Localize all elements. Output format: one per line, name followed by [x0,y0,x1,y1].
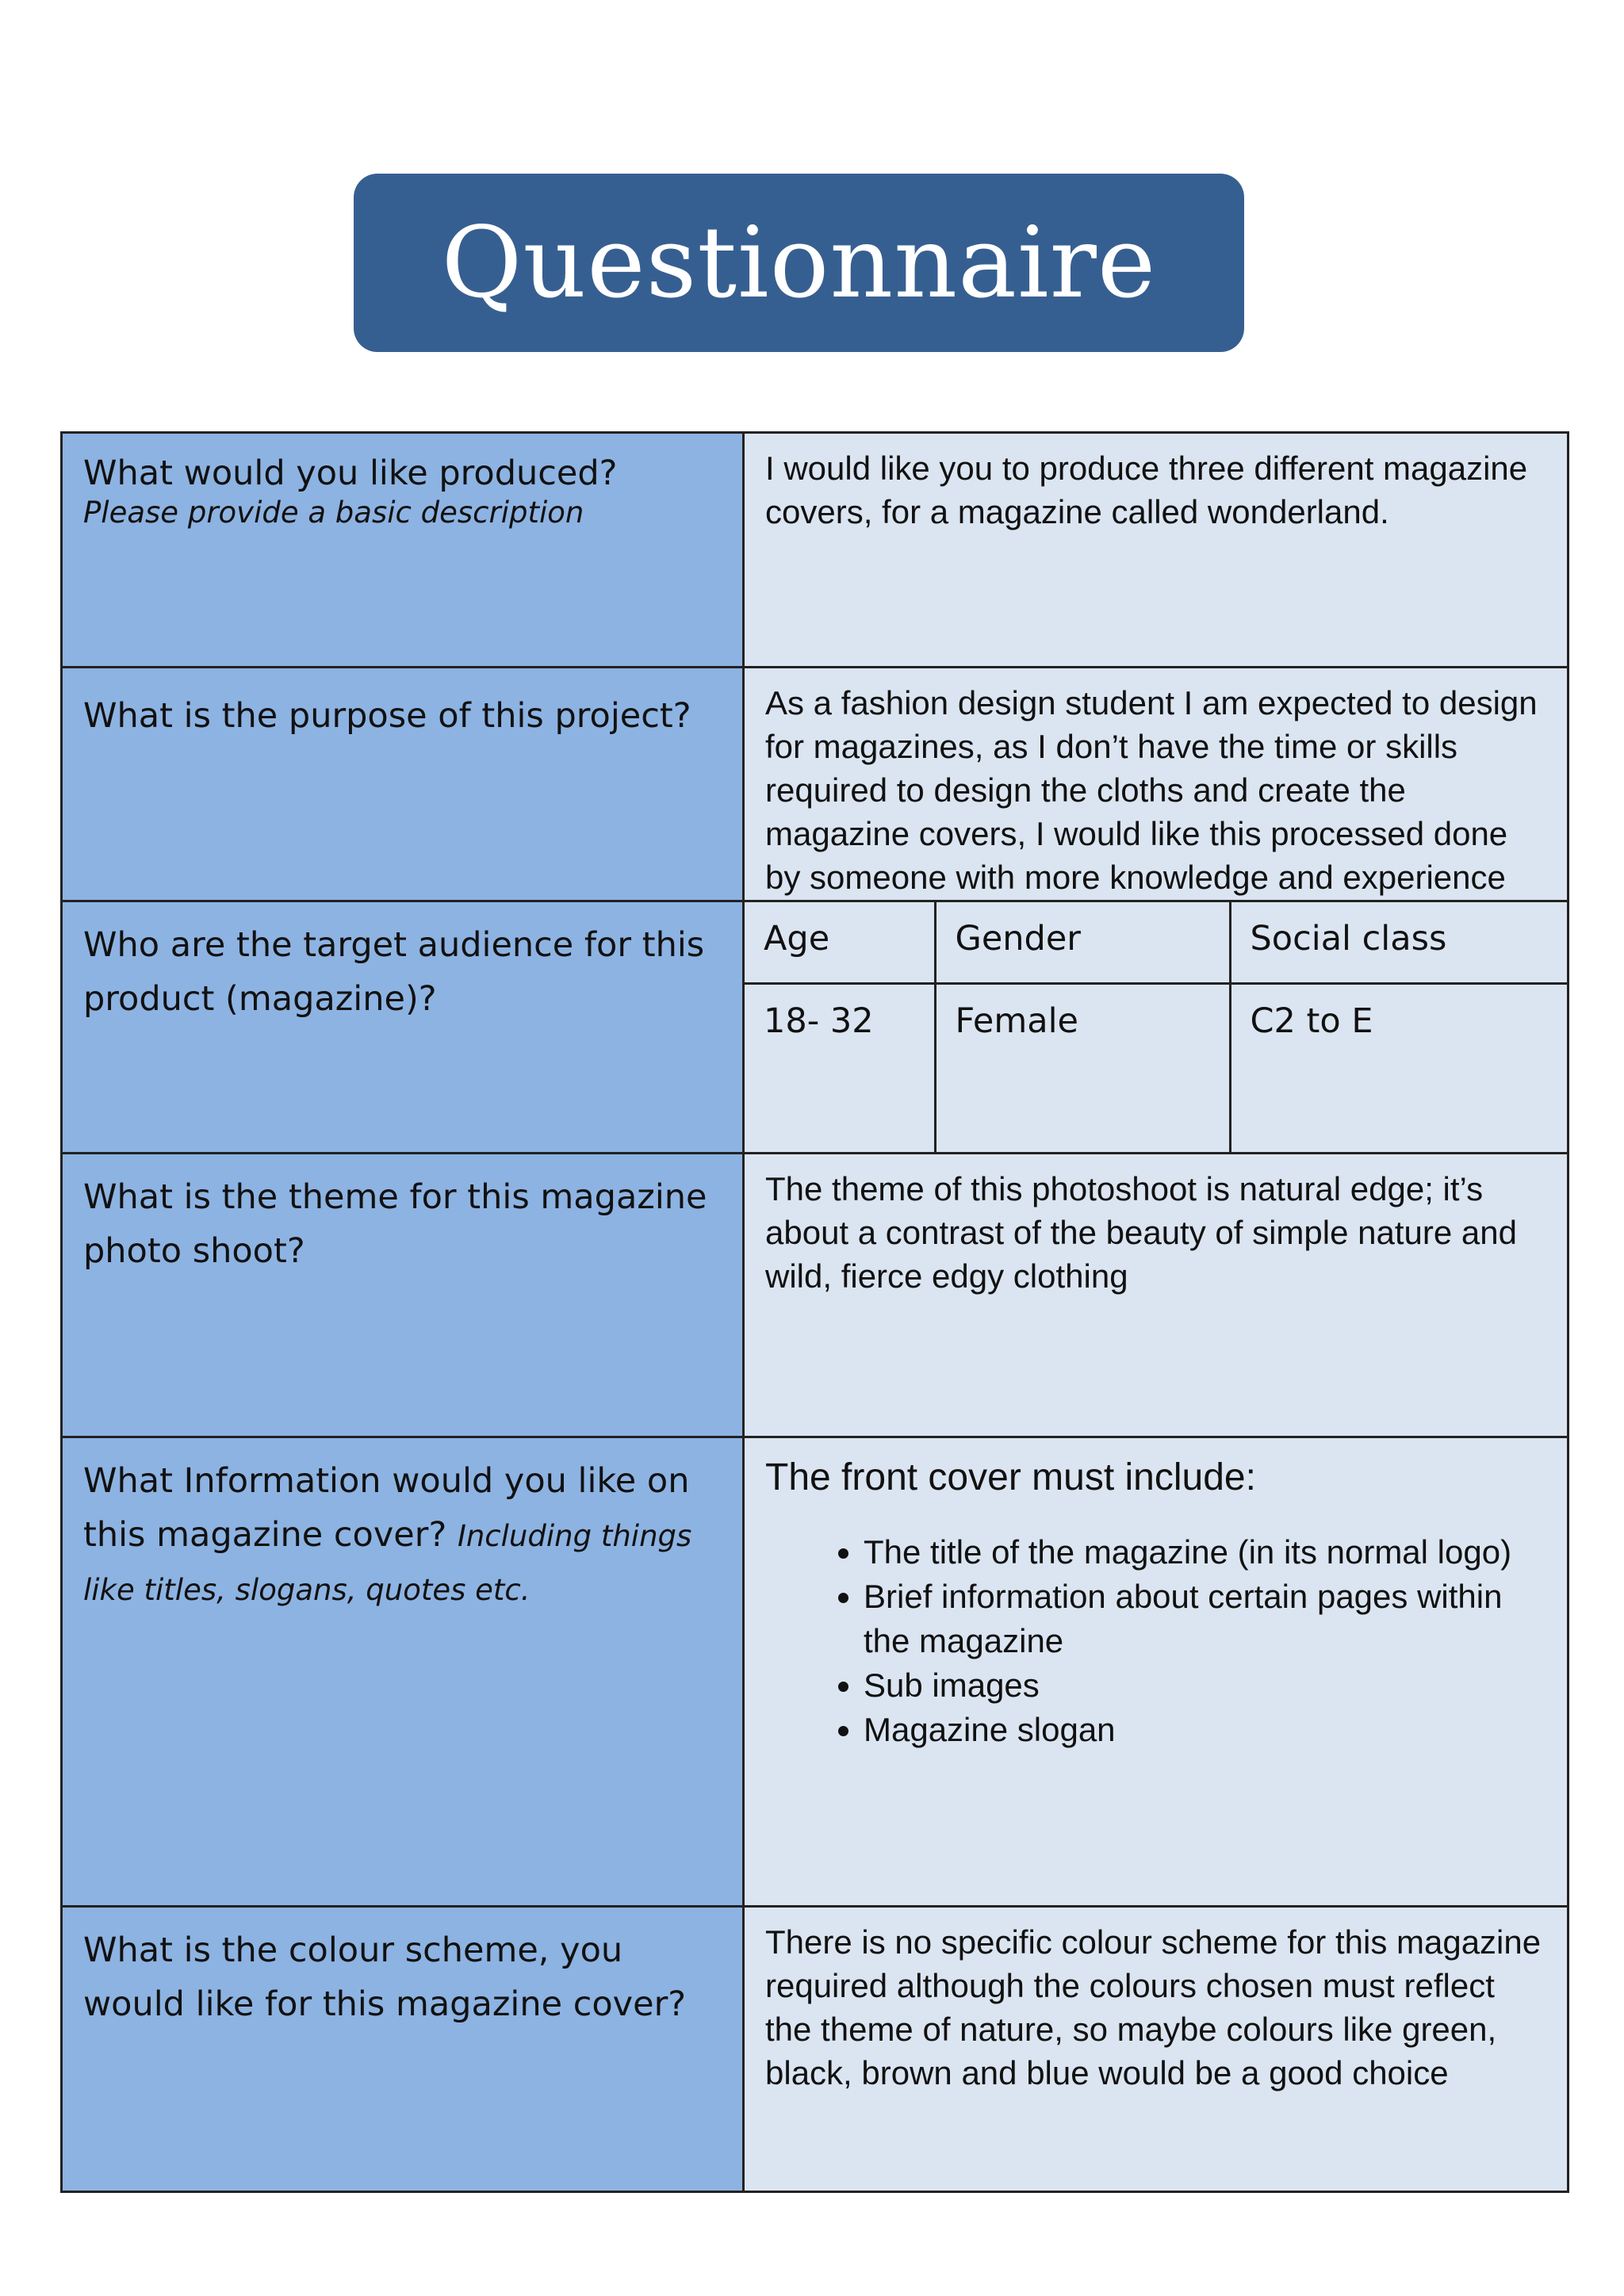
question-subtext: Including things like titles, slogans, quotes etc. [83,1519,692,1607]
audience-value-age: 18- 32 [745,983,935,1152]
question-cell [62,1154,744,1437]
table-row [62,1907,1568,2192]
answer-cell [744,1907,1568,2192]
question-subtext: Please provide a basic description [83,496,584,530]
questionnaire-table [60,431,1569,2193]
table-row [62,1437,1568,1907]
table-row [62,668,1568,901]
audience-header-age: Age [745,902,935,983]
question-cell [62,433,744,668]
audience-cell [744,901,1568,1154]
question-cell [62,901,744,1154]
audience-header-gender: Gender [935,902,1230,983]
answer-bullet-list [765,1530,1546,1752]
list-item: • Sub images [864,1663,1546,1708]
audience-header-social-class: Social class [1230,902,1567,983]
list-item: • Brief information about certain pages within the magazine [864,1575,1546,1663]
question-text: What is the colour scheme, you would like for this magazine cover? [83,1931,687,2024]
question-text: What is the purpose of this project? [83,696,691,736]
audience-table [745,902,1567,1152]
answer-text: I would like you to produce three different magazine covers, for a magazine called wonderland. [765,450,1528,530]
answer-text: There is no specific colour scheme for this magazine required although the colours chosen must reflect the theme of nature, so maybe colours like green, black, brown and blue would be a good choice [765,1923,1542,2091]
table-row [62,433,1568,668]
question-cell [62,668,744,901]
answer-cell [744,433,1568,668]
answer-heading: The front cover must include: [765,1456,1256,1498]
question-text: What would you like produced? [83,453,618,493]
table-row [62,1154,1568,1437]
list-item: • The title of the magazine (in its normal logo) [864,1530,1546,1575]
audience-value-gender: Female [935,983,1230,1152]
answer-cell [744,1437,1568,1907]
question-text: What is the theme for this magazine photo shoot? [83,1177,707,1271]
answer-cell [744,668,1568,901]
table-row [62,901,1568,1154]
audience-value-social-class: C2 to E [1230,983,1567,1152]
question-text: Who are the target audience for this product (magazine)? [83,925,705,1019]
page-title: Questionnaire [441,205,1157,320]
answer-text: As a fashion design student I am expected to design for magazines, as I don’t have the time or skills required to design the cloths and create the magazine covers, I would like this processed done by someone with more knowledge and experience [765,684,1538,896]
answer-text: The theme of this photoshoot is natural edge; it’s about a contrast of the beauty of simple nature and wild, fierce edgy clothing [765,1170,1517,1295]
question-cell [62,1907,744,2192]
list-item: • Magazine slogan [864,1708,1546,1752]
answer-cell [744,1154,1568,1437]
question-cell [62,1437,744,1907]
title-banner [354,174,1244,352]
question-text: What Information would you like on this magazine cover? Including things like titles, slogans, quotes etc. [83,1461,692,1607]
